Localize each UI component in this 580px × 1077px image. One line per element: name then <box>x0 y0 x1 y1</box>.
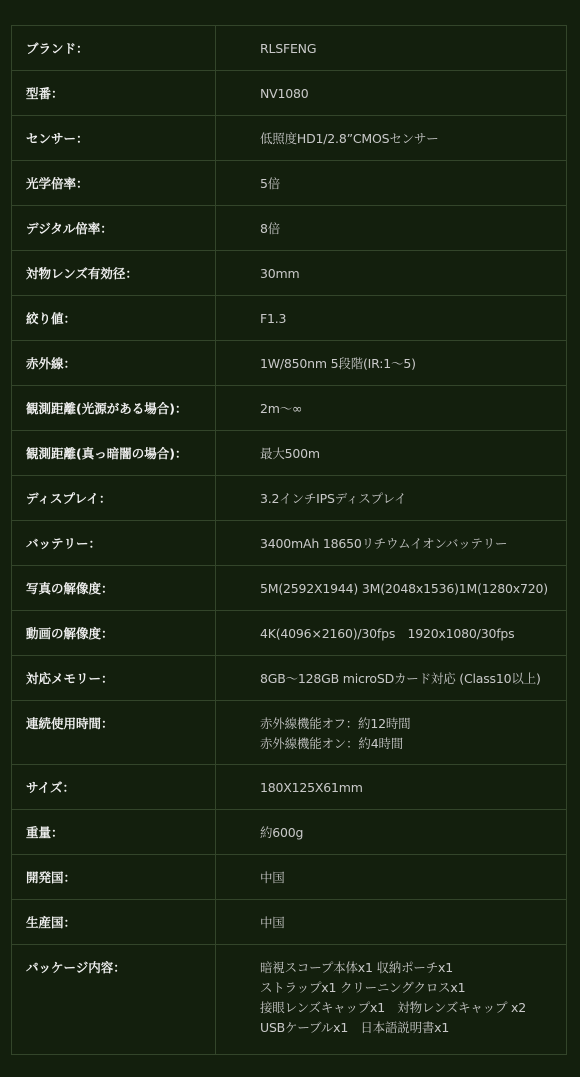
spec-row <box>12 26 567 71</box>
spec-label: パッケージ内容： <box>12 945 216 1055</box>
spec-value-line: 赤外線機能オン：約4時間 <box>260 736 404 751</box>
spec-value <box>216 476 567 521</box>
spec-value-line: NV1080 <box>260 86 309 101</box>
spec-value-line: 低照度HD1/2.8”CMOSセンサー <box>260 131 439 146</box>
spec-row <box>12 855 567 900</box>
spec-row <box>12 251 567 296</box>
spec-value-line: F1.3 <box>260 311 287 326</box>
spec-value <box>216 116 567 161</box>
spec-label: 対物レンズ有効径： <box>12 251 216 296</box>
spec-value-line: ストラップx1 クリーニングクロスx1 <box>260 980 466 995</box>
spec-value <box>216 296 567 341</box>
spec-label: 光学倍率： <box>12 161 216 206</box>
spec-row <box>12 611 567 656</box>
spec-row <box>12 296 567 341</box>
spec-row <box>12 431 567 476</box>
spec-label: 動画の解像度： <box>12 611 216 656</box>
spec-label: センサー： <box>12 116 216 161</box>
spec-label: 型番： <box>12 71 216 116</box>
spec-row <box>12 161 567 206</box>
spec-label: 開発国： <box>12 855 216 900</box>
spec-row <box>12 810 567 855</box>
spec-value-line: 最大500m <box>260 446 320 461</box>
spec-value <box>216 521 567 566</box>
spec-value-line: 8倍 <box>260 221 281 236</box>
spec-row <box>12 656 567 701</box>
spec-row <box>12 476 567 521</box>
spec-row <box>12 765 567 810</box>
spec-row <box>12 206 567 251</box>
spec-value <box>216 26 567 71</box>
spec-value <box>216 431 567 476</box>
spec-label: 対応メモリー： <box>12 656 216 701</box>
spec-value-line: 中国 <box>260 915 285 930</box>
spec-value <box>216 611 567 656</box>
spec-value-line: 赤外線機能オフ：約12時間 <box>260 716 411 731</box>
spec-row <box>12 945 567 1055</box>
spec-label: 赤外線： <box>12 341 216 386</box>
spec-value <box>216 900 567 945</box>
spec-row <box>12 341 567 386</box>
spec-label: デジタル倍率： <box>12 206 216 251</box>
spec-value-line: 3.2インチIPSディスプレイ <box>260 491 407 506</box>
spec-table <box>11 25 567 1055</box>
spec-value-line: 180X125X61mm <box>260 780 363 795</box>
spec-row <box>12 71 567 116</box>
spec-label: ディスプレイ： <box>12 476 216 521</box>
spec-value <box>216 251 567 296</box>
spec-value <box>216 386 567 431</box>
spec-value <box>216 161 567 206</box>
spec-row <box>12 521 567 566</box>
spec-value <box>216 71 567 116</box>
spec-label: 写真の解像度： <box>12 566 216 611</box>
spec-value <box>216 206 567 251</box>
spec-value-line: 2m～∞ <box>260 401 303 416</box>
spec-value-line: 5M(2592X1944) 3M(2048x1536)1M(1280x720) <box>260 581 548 596</box>
spec-value-line: 1W/850nm 5段階(IR:1～5) <box>260 356 416 371</box>
spec-label: 絞り値： <box>12 296 216 341</box>
spec-label: ブランド： <box>12 26 216 71</box>
spec-value-line: 暗視スコープ本体x1 収納ポーチx1 <box>260 960 453 975</box>
spec-value-line: 接眼レンズキャップx1 対物レンズキャップ x2 <box>260 1000 526 1015</box>
spec-label: サイズ： <box>12 765 216 810</box>
spec-value-line: 5倍 <box>260 176 281 191</box>
spec-value <box>216 656 567 701</box>
spec-row <box>12 566 567 611</box>
spec-value <box>216 566 567 611</box>
spec-value-line: 3400mAh 18650リチウムイオンバッテリー <box>260 536 508 551</box>
spec-value <box>216 341 567 386</box>
spec-value-line: 中国 <box>260 870 285 885</box>
spec-label: 観測距離(真っ暗闇の場合)： <box>12 431 216 476</box>
spec-label: バッテリー： <box>12 521 216 566</box>
spec-row <box>12 116 567 161</box>
spec-value-line: USBケーブルx1 日本語説明書x1 <box>260 1020 450 1035</box>
spec-label: 重量： <box>12 810 216 855</box>
spec-row <box>12 701 567 765</box>
spec-row <box>12 386 567 431</box>
spec-value-line: 4K(4096×2160)/30fps 1920x1080/30fps <box>260 626 515 641</box>
spec-value <box>216 945 567 1055</box>
spec-value <box>216 855 567 900</box>
spec-row <box>12 900 567 945</box>
spec-value <box>216 765 567 810</box>
spec-value-line: 30mm <box>260 266 300 281</box>
spec-value-line: 約600g <box>260 825 304 840</box>
spec-label: 連続使用時間： <box>12 701 216 765</box>
spec-value <box>216 810 567 855</box>
spec-table-body <box>12 26 567 1055</box>
spec-label: 観測距離(光源がある場合)： <box>12 386 216 431</box>
spec-value <box>216 701 567 765</box>
spec-value-line: 8GB～128GB microSDカード対応 (Class10以上) <box>260 671 541 686</box>
spec-label: 生産国： <box>12 900 216 945</box>
spec-value-line: RLSFENG <box>260 41 317 56</box>
